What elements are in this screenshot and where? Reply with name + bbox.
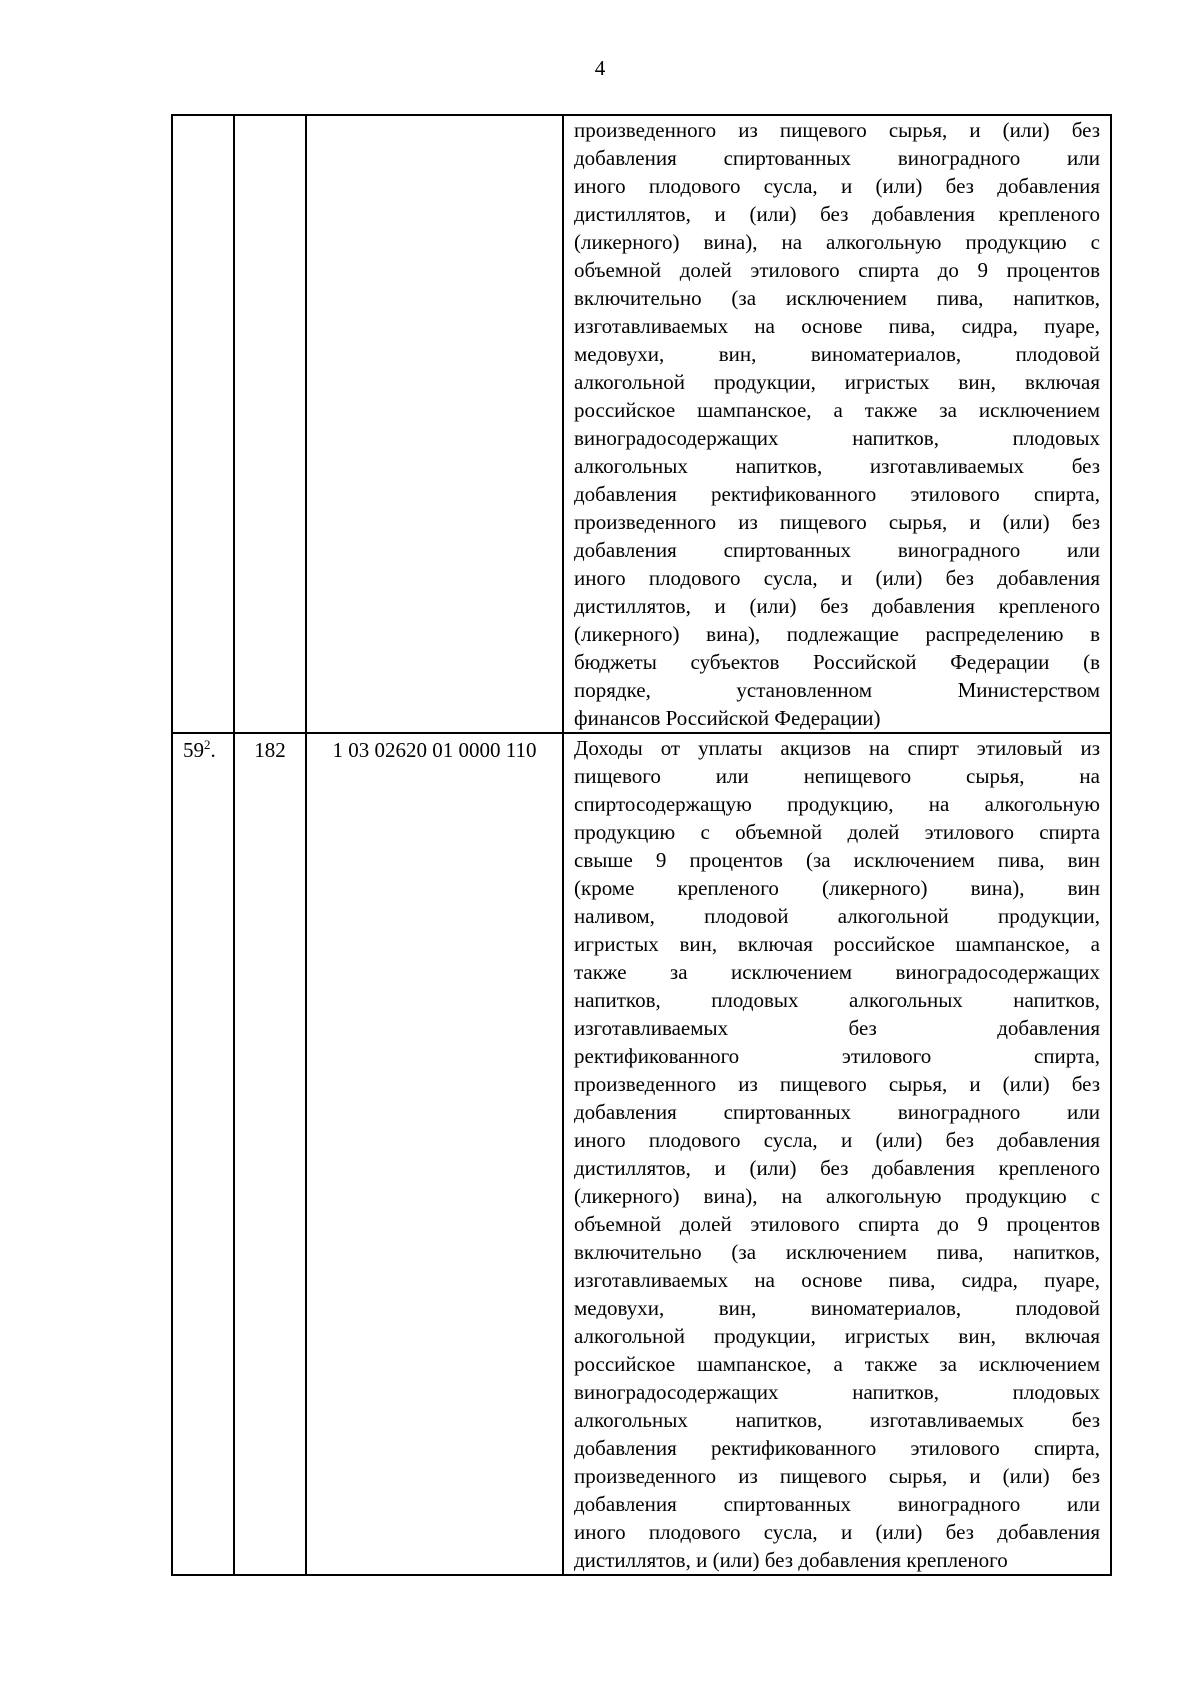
revenue-description — [563, 115, 1111, 733]
description-line: продукцию с объемной долей этилового спирта — [574, 820, 1100, 844]
row-number-cell — [172, 115, 234, 733]
description-line: иного плодового сусла, и (или) без добавления — [574, 174, 1100, 198]
description-line: (кроме крепленого (ликерного) вина), вин — [574, 876, 1100, 900]
row-number-superscript: 2 — [204, 737, 211, 752]
description-line: виноградосодержащих напитков, плодовых — [574, 426, 1100, 450]
description-line: добавления ректификованного этилового спирта, — [574, 1436, 1100, 1460]
revenue-description — [563, 733, 1111, 1575]
description-line: объемной долей этилового спирта до 9 процентов — [574, 258, 1100, 282]
table-row — [172, 733, 1111, 1575]
description-line: произведенного из пищевого сырья, и (или) без — [574, 510, 1100, 534]
description-line: медовухи, вин, виноматериалов, плодовой — [574, 1296, 1100, 1320]
description-line: алкогольных напитков, изготавливаемых без — [574, 454, 1100, 478]
description-line: изготавливаемых на основе пива, сидра, пуаре, — [574, 1268, 1100, 1292]
budget-classification-code — [306, 115, 563, 733]
description-line: иного плодового сусла, и (или) без добавления — [574, 566, 1100, 590]
description-line: произведенного из пищевого сырья, и (или) без — [574, 1464, 1100, 1488]
description-line: добавления ректификованного этилового спирта, — [574, 482, 1100, 506]
description-line: алкогольных напитков, изготавливаемых без — [574, 1408, 1100, 1432]
description-line: бюджеты субъектов Российской Федерации (в — [574, 650, 1100, 674]
description-line: финансов Российской Федерации) — [574, 706, 881, 730]
description-line: изготавливаемых на основе пива, сидра, пуаре, — [574, 314, 1100, 338]
description-line: также за исключением виноградосодержащих — [574, 960, 1100, 984]
row-number: 59 — [183, 738, 204, 762]
description-line: иного плодового сусла, и (или) без добавления — [574, 1520, 1100, 1544]
description-line: иного плодового сусла, и (или) без добавления — [574, 1128, 1100, 1152]
description-line: ректификованного этилового спирта, — [574, 1044, 1100, 1068]
description-line: российское шампанское, а также за исключением — [574, 398, 1100, 422]
description-line: дистиллятов, и (или) без добавления крепленого — [574, 1548, 1008, 1572]
budget-classification-code: 1 03 02620 01 0000 110 — [306, 733, 563, 1575]
revenue-codes-table — [171, 114, 1112, 1576]
description-line: Доходы от уплаты акцизов на спирт этиловый из — [574, 736, 1100, 760]
description-line: добавления спиртованных виноградного или — [574, 146, 1100, 170]
description-line: спиртосодержащую продукцию, на алкогольную — [574, 792, 1100, 816]
description-line: свыше 9 процентов (за исключением пива, вин — [574, 848, 1100, 872]
description-line: напитков, плодовых алкогольных напитков, — [574, 988, 1100, 1012]
description-line: российское шампанское, а также за исключением — [574, 1352, 1100, 1376]
table-body — [172, 115, 1111, 1575]
description-line: (ликерного) вина), на алкогольную продукцию с — [574, 230, 1100, 254]
description-line: алкогольной продукции, игристых вин, включая — [574, 370, 1100, 394]
administrator-code: 182 — [234, 733, 306, 1575]
description-line: добавления спиртованных виноградного или — [574, 538, 1100, 562]
description-line: добавления спиртованных виноградного или — [574, 1492, 1100, 1516]
description-line: объемной долей этилового спирта до 9 процентов — [574, 1212, 1100, 1236]
description-line: порядке, установленном Министерством — [574, 678, 1100, 702]
description-line: алкогольной продукции, игристых вин, включая — [574, 1324, 1100, 1348]
page-number: 4 — [594, 56, 606, 80]
description-line: произведенного из пищевого сырья, и (или) без — [574, 118, 1100, 142]
description-line: (ликерного) вина), подлежащие распределению в — [574, 622, 1100, 646]
row-number-suffix: . — [210, 738, 216, 762]
description-line: пищевого или непищевого сырья, на — [574, 764, 1100, 788]
description-line: изготавливаемых без добавления — [574, 1016, 1100, 1040]
description-line: дистиллятов, и (или) без добавления крепленого — [574, 1156, 1100, 1180]
description-line: дистиллятов, и (или) без добавления крепленого — [574, 202, 1100, 226]
description-line: виноградосодержащих напитков, плодовых — [574, 1380, 1100, 1404]
description-line: (ликерного) вина), на алкогольную продукцию с — [574, 1184, 1100, 1208]
description-line: наливом, плодовой алкогольной продукции, — [574, 904, 1100, 928]
table-row — [172, 115, 1111, 733]
description-line: дистиллятов, и (или) без добавления крепленого — [574, 594, 1100, 618]
description-line: добавления спиртованных виноградного или — [574, 1100, 1100, 1124]
row-number-cell — [172, 733, 234, 1575]
description-line: включительно (за исключением пива, напитков, — [574, 286, 1100, 310]
description-line: игристых вин, включая российское шампанское, а — [574, 932, 1100, 956]
description-line: включительно (за исключением пива, напитков, — [574, 1240, 1100, 1264]
description-line: произведенного из пищевого сырья, и (или) без — [574, 1072, 1100, 1096]
description-line: медовухи, вин, виноматериалов, плодовой — [574, 342, 1100, 366]
administrator-code — [234, 115, 306, 733]
